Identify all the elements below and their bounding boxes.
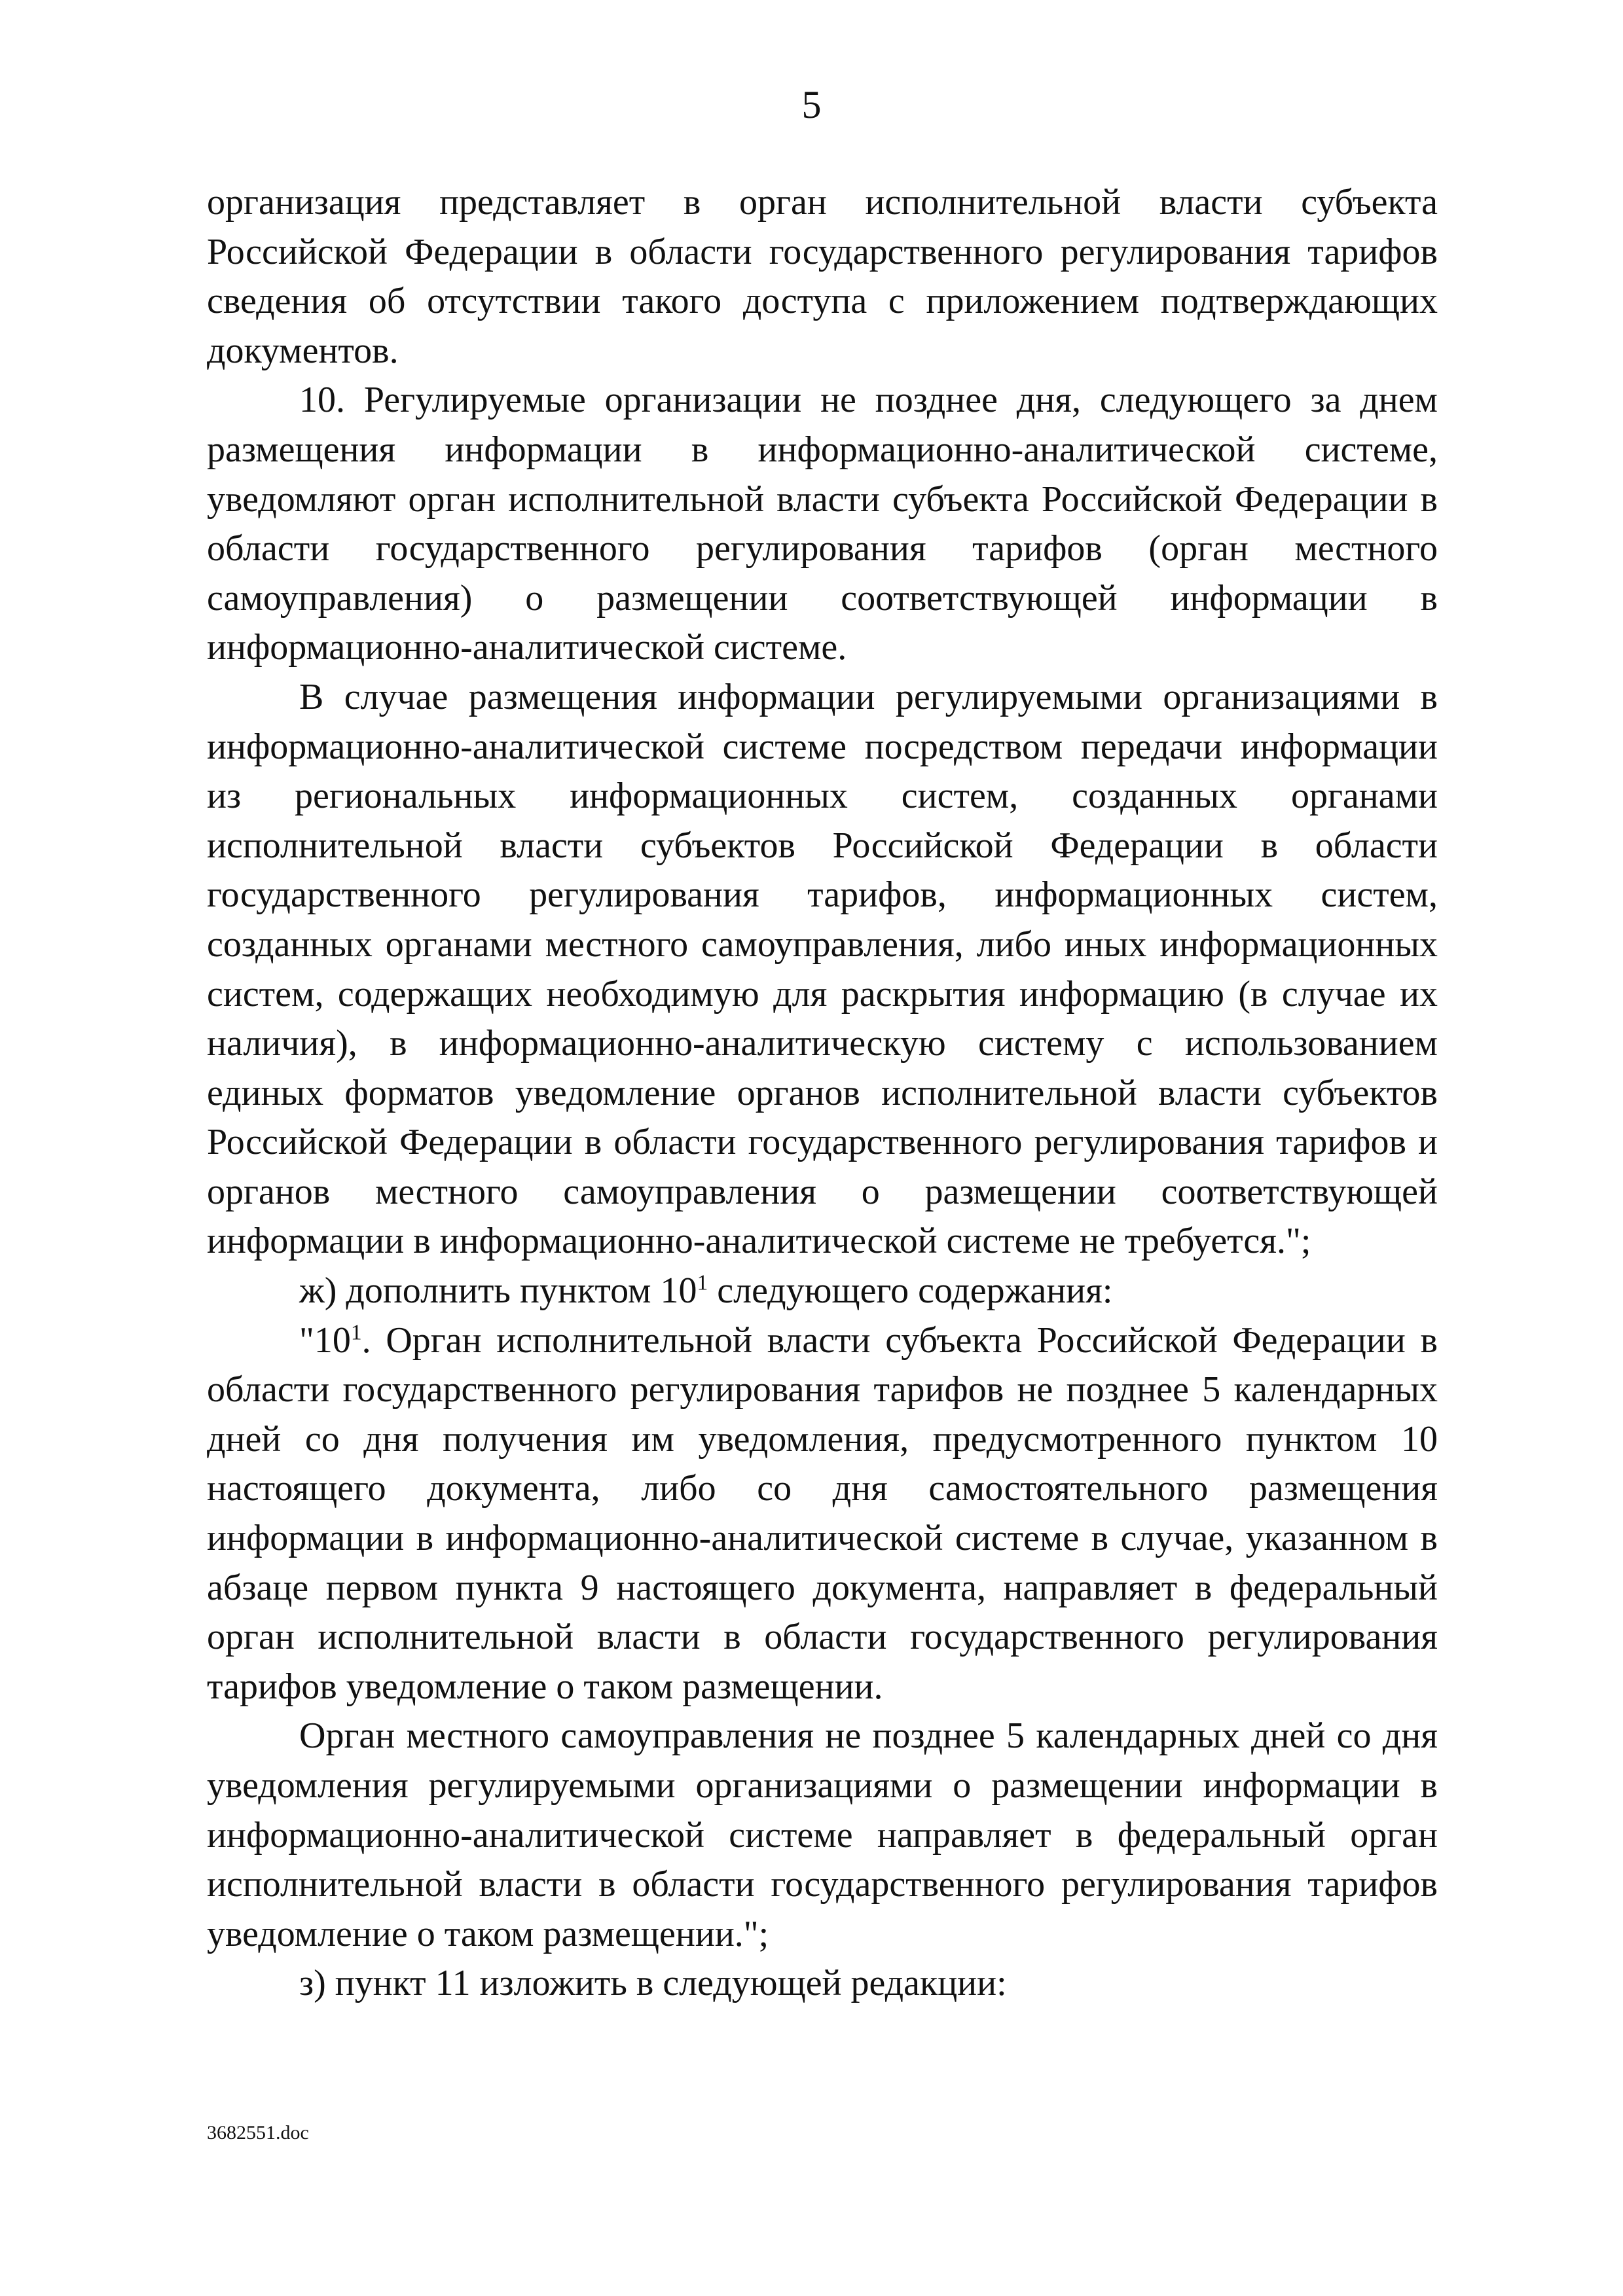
document-id: 3682551.doc <box>207 2122 309 2144</box>
paragraph-continuation: организация представляет в орган исполнительной власти субъекта Российской Федерации в области государственного регулирования тарифов сведения об отсутствии такого доступа с приложением подтверждающих документов. <box>207 182 1438 371</box>
superscript: 1 <box>350 1320 362 1344</box>
paragraph-item-10-1 <box>207 1316 1438 1712</box>
item-10-1-text: . Орган исполнительной власти субъекта Российской Федерации в области государственного регулирования тарифов не позднее 5 календарных дней со дня получения им уведомления, предусмотренного пунктом 10 настоящего документа, либо со дня самостоятельного размещения информации в информационно-аналитической системе в случае, указанном в абзаце первом пункта 9 настоящего документа, направляет в федеральный орган исполнительной власти в области государственного регулирования тарифов уведомление о таком размещении. <box>207 1319 1438 1707</box>
paragraph-amendment-z: з) пункт 11 изложить в следующей редакции: <box>299 1963 1007 2004</box>
paragraph-item-10: 10. Регулируемые организации не позднее дня, следующего за днем размещения информации в информационно-аналитической системе, уведомляют орган исполнительной власти субъекта Российской Федерации в области государственного регулирования тарифов (орган местного самоуправления) о размещении соответствующей информации в информационно-аналитической системе. <box>207 380 1438 668</box>
paragraph-local-government: Орган местного самоуправления не позднее 5 календарных дней со дня уведомления регулируемыми организациями о размещении информации в информационно-аналитической системе направляет в федеральный орган исполнительной власти в области государственного регулирования тарифов уведомление о таком размещении."; <box>207 1715 1438 1954</box>
amendment-zh-tail: следующего содержания: <box>708 1270 1113 1312</box>
document-body <box>207 178 1438 2009</box>
paragraph-regional-systems: В случае размещения информации регулируемыми организациями в информационно-аналитической системе посредством передачи информации из региональных информационных систем, созданных органами исполнительной власти субъектов Российской Федерации в области государственного регулирования тарифов, информационных систем, созданных органами местного самоуправления, либо иных информационных систем, содержащих необходимую для раскрытия информацию (в случае их наличия), в информационно-аналитическую систему с использованием единых форматов уведомление органов исполнительной власти субъектов Российской Федерации в области государственного регулирования тарифов и органов местного самоуправления о размещении соответствующей информации в информационно-аналитической системе не требуется."; <box>207 676 1438 1262</box>
page-number: 5 <box>801 83 822 126</box>
superscript: 1 <box>697 1270 708 1295</box>
paragraph-amendment-zh <box>207 1266 1438 1316</box>
amendment-zh-text: ж) дополнить пунктом 10 <box>299 1270 697 1312</box>
item-10-1-open: "10 <box>299 1319 351 1361</box>
